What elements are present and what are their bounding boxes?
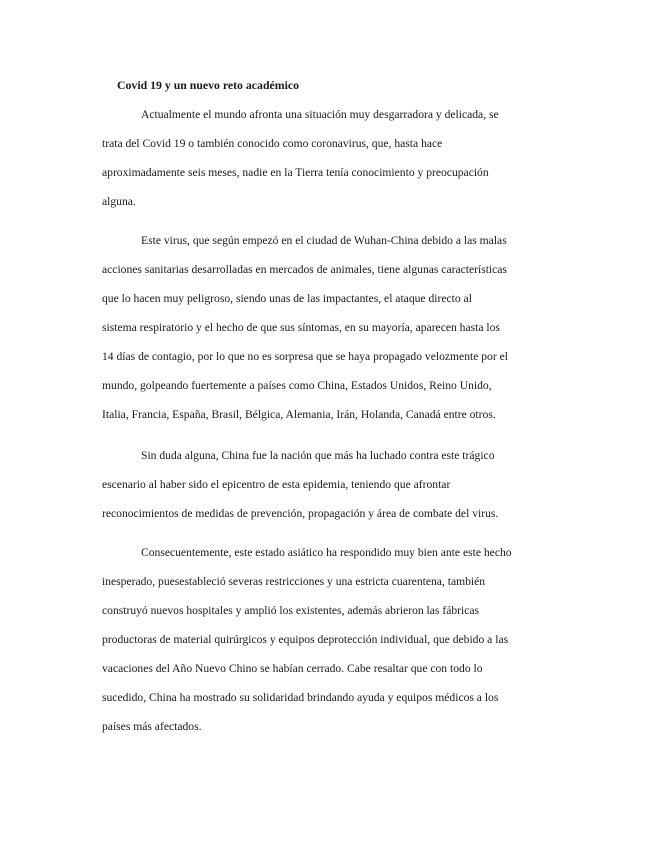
paragraph-line: construyó nuevos hospitales y amplió los existentes, además abrieron las fábricas [102, 604, 480, 617]
paragraph-line: países más afectados. [102, 720, 202, 733]
paragraph-line: mundo, golpeando fuertemente a países como China, Estados Unidos, Reino Unido, [102, 379, 492, 392]
paragraph-line: Italia, Francia, España, Brasil, Bélgica, Alemania, Irán, Holanda, Canadá entre otros. [102, 408, 496, 421]
paragraph-line: Este virus, que según empezó en el ciudad de Wuhan-China debido a las malas [141, 234, 507, 247]
paragraph-line: Sin duda alguna, China fue la nación que más ha luchado contra este trágico [141, 449, 495, 462]
paragraph-line: escenario al haber sido el epicentro de esta epidemia, teniendo que afrontar [102, 478, 451, 491]
paragraph-line: sucedido, China ha mostrado su solidaridad brindando ayuda y equipos médicos a los [102, 691, 499, 704]
paragraph-line: alguna. [102, 195, 136, 208]
paragraph-4 [102, 545, 557, 740]
paragraph-line: 14 días de contagio, por lo que no es sorpresa que se haya propagado velozmente por el [102, 350, 508, 363]
paragraph-line: reconocimientos de medidas de prevención, propagación y área de combate del virus. [102, 507, 499, 520]
paragraph-line: Consecuentemente, este estado asiático ha respondido muy bien ante este hecho [141, 546, 512, 559]
paragraph-line: sistema respiratorio y el hecho de que sus síntomas, en su mayoría, aparecen hasta los [102, 321, 500, 334]
paragraph-line: que lo hacen muy peligroso, siendo unas de las impactantes, el ataque directo al [102, 292, 472, 305]
paragraph-2 [102, 233, 557, 423]
paragraph-line: aproximadamente seis meses, nadie en la Tierra tenía conocimiento y preocupación [102, 166, 489, 179]
paragraph-line: vacaciones del Año Nuevo Chino se habían cerrado. Cabe resaltar que con todo lo [102, 662, 483, 675]
paragraph-line: productoras de material quirúrgicos y equipos deprotección individual, que debido a las [102, 633, 509, 646]
paragraph-line: inesperado, puesestableció severas restricciones y una estricta cuarentena, también [102, 575, 486, 588]
paragraph-line: Actualmente el mundo afronta una situación muy desgarradora y delicada, se [141, 108, 499, 121]
paragraph-line: trata del Covid 19 o también conocido como coronavirus, que, hasta hace [102, 137, 443, 150]
paragraph-1 [102, 107, 557, 217]
document-title: Covid 19 y un nuevo reto académico [117, 78, 299, 92]
paragraph-3 [102, 448, 557, 528]
paragraph-line: acciones sanitarias desarrolladas en mercados de animales, tiene algunas características [102, 263, 507, 276]
